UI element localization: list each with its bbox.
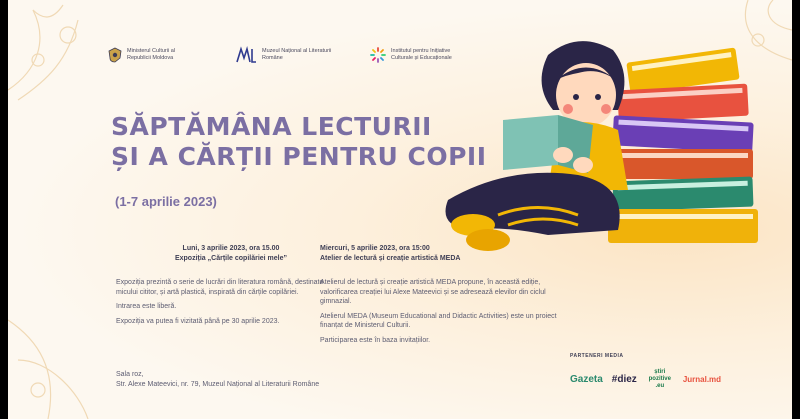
sunburst-icon [370, 47, 386, 63]
event-1-entry: Intrarea este liberă. [116, 303, 177, 310]
event-2-name: Atelier de lectură și creație artistică MEDA [320, 254, 461, 262]
title-line-2: ȘI A CĂRȚII PENTRU COPII [111, 142, 487, 171]
media-logo-gazeta: Gazeta [570, 374, 603, 385]
event-dates: (1-7 aprilie 2023) [115, 194, 217, 209]
event-1-visit: Expoziția va putea fi vizitată până pe 30 aprilie 2023. [116, 317, 280, 325]
event-2-invite: Participarea este în baza invitațiilor. [320, 336, 431, 344]
flourish-bottom-left-icon [8, 300, 108, 419]
event-1-header [116, 244, 346, 263]
media-partners-heading: PARTENERI MEDIA [570, 353, 624, 359]
event-1-description: Expoziția prezintă o serie de lucrări din literatura română, destinate micului cititor, și artă plastică, inspirată din cărțile copilăriei. [116, 279, 324, 296]
partner-logos [108, 46, 461, 64]
event-1-name: Expoziția „Cărțile copilăriei mele” [174, 254, 288, 262]
museum-name: Muzeul Național al Literaturii Române [262, 48, 332, 61]
event-poster [8, 0, 792, 419]
venue-address [116, 370, 319, 390]
event-1-details [116, 244, 346, 331]
event-1-datetime: Luni, 3 aprilie 2023, ora 15.00 [182, 245, 280, 252]
ministry-name: Ministerul Culturii al Republicii Moldova [127, 48, 175, 61]
book-stack-icon [608, 48, 758, 243]
event-2-details [320, 244, 560, 350]
ministry-logo [108, 47, 197, 63]
venue-hall: Sala roz, [116, 371, 144, 378]
event-2-datetime: Miercuri, 5 aprilie 2023, ora 15:00 [320, 245, 430, 252]
institute-name: Institutul pentru Inițiative Culturale și Educaționale [391, 48, 452, 61]
media-partners [570, 353, 721, 390]
museum-mark-icon [235, 46, 257, 64]
flourish-top-left-icon [8, 0, 118, 110]
museum-logo [235, 46, 332, 64]
title-line-1: SĂPTĂMÂNA LECTURII [111, 112, 432, 141]
media-logo-stiri-pozitive: știri pozitive .eu [648, 369, 671, 389]
media-logo-diez: #diez [611, 374, 637, 385]
media-logo-jurnal: Jurnal.md [682, 375, 722, 384]
event-2-description: Atelierul de lectură și creație artistică MEDA propune, în această ediție, valorificarea creației lui Alexe Mateevici și se adresează elevilor din ciclul gimnazial. [320, 279, 546, 305]
event-2-funding: Atelierul MEDA (Museum Educational and Didactic Activities) este un proiect finanțat de Ministerul Culturii. [320, 312, 557, 329]
coat-of-arms-icon [108, 47, 122, 63]
venue-street: Str. Alexe Mateevici, nr. 79, Muzeul Național al Literaturii Române [116, 381, 320, 388]
event-2-header [320, 244, 560, 263]
child-reading-books-illustration [428, 25, 768, 260]
media-logos [570, 369, 721, 390]
